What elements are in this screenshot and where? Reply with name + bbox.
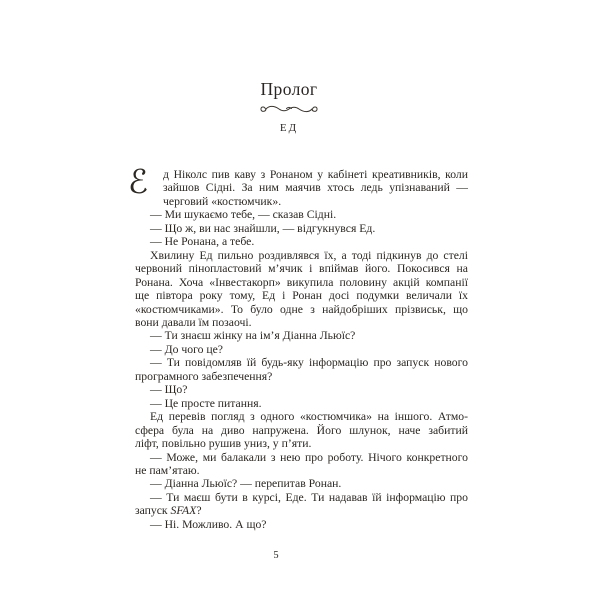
text-line: — Діанна Льюїс? — перепитав Ронан.	[150, 477, 342, 491]
text-line: сфера була на диво напружена. Його шлунок, наче забитий	[135, 423, 468, 437]
text-line: д Ніколс пив каву з Ронаном у кабінеті креативників, коли	[163, 168, 468, 181]
paragraph	[135, 491, 468, 518]
paragraph	[135, 222, 468, 235]
text-line: — Це просте питання.	[150, 396, 262, 410]
text-line: вони давали їм позаочі.	[135, 315, 252, 329]
chapter-title: Пролог	[260, 79, 318, 99]
text-line: Ронана. Хоча «Інвестакорп» викупила половину акцій компанії	[135, 275, 468, 289]
paragraph	[135, 397, 468, 410]
text-line: запуск SFAX?	[135, 504, 202, 518]
paragraph	[135, 451, 468, 478]
text-line: — Що?	[150, 383, 188, 397]
text-line: — Ти знаєш жінку на ім’я Діанна Льюїс?	[150, 329, 356, 343]
text-block	[128, 162, 468, 531]
text-line: не пам’ятаю.	[135, 463, 200, 477]
paragraph	[135, 477, 468, 490]
paragraph	[135, 410, 468, 450]
text-line: червоний пінопластовий м’ячик і впіймав його. Покосився на	[135, 262, 468, 276]
text-line: програмного забезпечення?	[135, 369, 273, 383]
text-line: — Ні. Можливо. А що?	[150, 517, 267, 531]
text-line: — Ти маєш бути в курсі, Еде. Ти надавав їй інформацію про	[150, 490, 468, 504]
text-line: — Ти повідомляв їй будь-яку інформацію про запуск нового	[150, 356, 468, 370]
paragraph	[135, 249, 468, 330]
text-line: черговий «костюмчик».	[163, 194, 282, 208]
text-line: «костюмчиками». То було одне з найдобріших прізвиськ, що	[135, 302, 468, 316]
paragraph	[135, 518, 468, 531]
flourish-divider-icon	[122, 103, 456, 121]
section-heading: ЕД	[279, 122, 299, 134]
text-line: Ед перевів погляд з одного «костюмчика» на іншого. Атмо-	[150, 410, 468, 424]
paragraph	[135, 383, 468, 396]
dropcap-letter: ℰ	[128, 162, 148, 201]
text-line: — Може, ми балакали з нею про роботу. Нічого конкретного	[150, 450, 468, 464]
text-line: — Не Ронана, а тебе.	[150, 235, 255, 249]
paragraph	[135, 235, 468, 248]
text-line: — Що ж, ви нас знайшли, — відгукнувся Ед.	[150, 221, 376, 235]
text-line: — Ми шукаємо тебе, — сказав Сідні.	[150, 208, 337, 222]
text-line: ще півтора року тому, Ед і Ронан досі подумки величали їх	[135, 289, 468, 303]
paragraph	[135, 208, 468, 221]
text-line: Хвилину Ед пильно роздивлявся їх, а тоді підкинув до стелі	[150, 248, 468, 262]
paragraph	[128, 162, 468, 208]
paragraph	[135, 356, 468, 383]
text-line: — До чого це?	[150, 342, 223, 356]
paragraph	[135, 329, 468, 342]
text-line: зайшов Сідні. За ним маячив хтось ледь упізнаваний —	[163, 181, 468, 195]
text-line: ліфт, повільно рушив униз, у п’яти.	[135, 437, 312, 451]
paragraph	[135, 343, 468, 356]
page-number: 5	[273, 550, 279, 561]
